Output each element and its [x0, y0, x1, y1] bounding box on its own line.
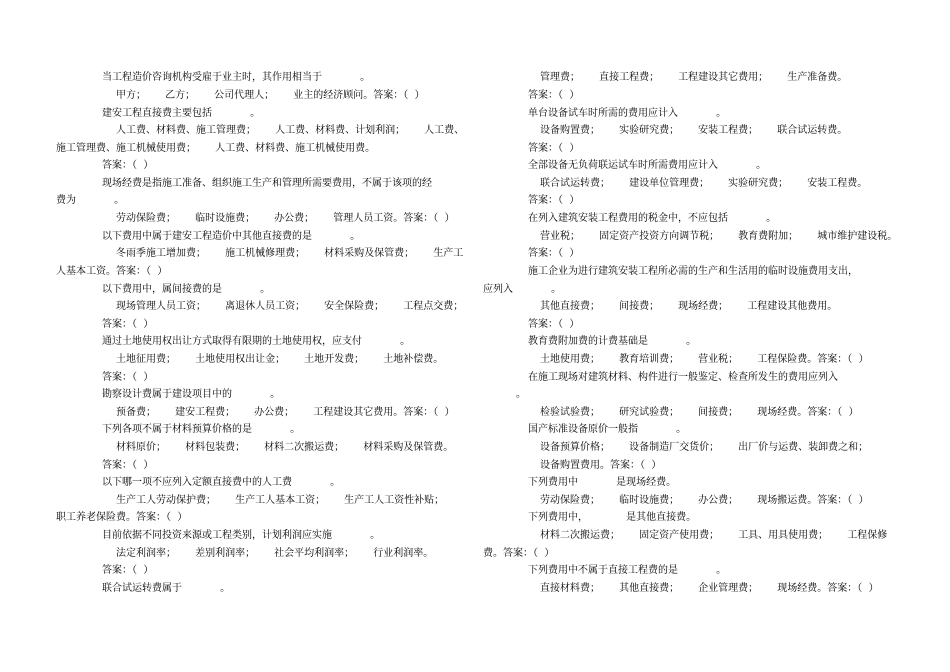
right-column-line: 单台设备试车时所需的费用应计入 。	[528, 108, 727, 119]
right-column-line: 联合试运转费； 建设单位管理费； 实验研究费； 安装工程费。	[540, 178, 868, 189]
left-column-line: 现场管理人员工资； 离退休人员工资； 安全保险费； 工程点交费；	[116, 301, 464, 312]
left-column-line: 答案：（ ）	[102, 372, 154, 383]
left-column-line: 甲方； 乙方； 公司代理人； 业主的经济顾问。答案：（ ）	[116, 90, 425, 101]
left-column-line: 人基本工资。答案：（ ）	[56, 266, 168, 277]
left-column-line: 通过土地使用权出让方式取得有限期的土地使用权，应支付 。	[102, 336, 411, 347]
right-column-line: 劳动保险费； 临时设施费； 办公费； 现场搬运费。答案：（ ）	[540, 495, 869, 506]
left-column-line: 答案：（ ）	[102, 319, 154, 330]
left-column-line: 建安工程直接费主要包括 。	[102, 108, 261, 119]
left-column-line: 联合试运转费属于 。	[102, 583, 231, 594]
right-column-line: 在列入建筑安装工程费用的税金中，不应包括 。	[528, 213, 777, 224]
right-column-line: 答案：（ ）	[528, 195, 580, 206]
left-column-line: 以下费用中，属间接费的是 。	[102, 284, 271, 295]
left-column-line: 当工程造价咨询机构受雇于业主时，其作用相当于 。	[102, 72, 371, 83]
left-column-line: 目前依据不同投资来源或工程类别，计划利润应实施 。	[102, 530, 381, 541]
left-column-line: 下列各项不属于材料预算价格的是 。	[102, 424, 301, 435]
right-column-line: 营业税； 固定资产投资方向调节税； 教育费附加； 城市维护建设税。	[540, 231, 898, 242]
left-column-line: 材料原价； 材料包装费； 材料二次搬运费； 材料采购及保管费。	[116, 442, 454, 453]
left-column-line: 施工管理费、施工机械使用费； 人工费、材料费、施工机械使用费。	[56, 143, 376, 154]
right-column-line: 下列费用中， 是其他直接费。	[528, 512, 697, 523]
right-column-line: 检验试验费； 研究试验费； 间接费； 现场经费。答案：（ ）	[540, 407, 859, 418]
left-column-line: 职工养老保险费。答案：（ ）	[56, 512, 188, 523]
right-column-line: 。	[516, 389, 526, 400]
right-column-line: 下列费用中 是现场经费。	[528, 477, 677, 488]
right-column-line: 教育费附加费的计费基础是 。	[528, 336, 697, 347]
right-column-line: 直接材料费； 其他直接费； 企业管理费； 现场经费。答案：（ ）	[540, 583, 879, 594]
left-column-line: 答案：（ ）	[102, 160, 154, 171]
right-column-line: 答案：（ ）	[528, 319, 580, 330]
left-column-line: 土地征用费； 土地使用权出让金； 土地开发费； 土地补偿费。	[116, 354, 444, 365]
right-column-line: 其他直接费； 间接费； 现场经费； 工程建设其他费用。	[540, 301, 838, 312]
right-column-line: 在施工现场对建筑材料、构件进行一般鉴定、检查所发生的费用应列入	[528, 372, 838, 383]
left-column-line: 以下哪一项不应列入定额直接费中的人工费 。	[102, 477, 341, 488]
left-column-line: 现场经费是指施工准备、组织施工生产和管理所需要费用，不属于该项的经	[102, 178, 432, 189]
left-column-line: 答案：（ ）	[102, 460, 154, 471]
left-column-line: 费为 。	[56, 195, 125, 206]
left-column-line: 以下费用中属于建安工程造价中其他直接费的是 。	[102, 231, 361, 242]
right-column-line: 费。答案：（ ）	[483, 548, 555, 559]
right-column-line: 材料二次搬运费； 固定资产使用费； 工具、用具使用费； 工程保修	[540, 530, 888, 541]
left-column-line: 预备费； 建安工程费； 办公费； 工程建设其它费用。答案：（ ）	[116, 407, 455, 418]
left-column-line: 勘察设计费属于建设项目中的 。	[102, 389, 281, 400]
right-column-line: 下列费用中不属于直接工程费的是 。	[528, 565, 727, 576]
right-column-line: 管理费； 直接工程费； 工程建设其它费用； 生产准备费。	[540, 72, 848, 83]
right-column-line: 设备预算价格； 设备制造厂交货价； 出厂价与运费、装卸费之和；	[540, 442, 869, 453]
right-column-line: 设备购置费用。答案：（ ）	[540, 460, 662, 471]
right-column-line: 施工企业为进行建筑安装工程所必需的生产和生活用的临时设施费用支出，	[528, 266, 858, 277]
left-column-line: 法定利润率； 差别利润率； 社会平均利润率； 行业利润率。	[116, 548, 434, 559]
right-column-line: 土地使用费； 教育培训费； 营业税； 工程保险费。答案：（ ）	[540, 354, 869, 365]
right-column-line: 答案：（ ）	[528, 143, 580, 154]
right-column-line: 应列入 。	[483, 284, 562, 295]
left-column-line: 人工费、材料费、施工管理费； 人工费、材料费、计划利润； 人工费、	[116, 125, 465, 136]
left-column-line: 冬雨季施工增加费； 施工机械修理费； 材料采购及保管费； 生产工	[116, 248, 464, 259]
right-column-line: 全部设备无负荷联运试车时所需费用应计入 。	[528, 160, 767, 171]
left-column-line: 劳动保险费； 临时设施费； 办公费； 管理人员工资。答案：（ ）	[116, 213, 455, 224]
right-column-line: 国产标准设备原价一般指 。	[528, 424, 687, 435]
right-column-line: 答案：（ ）	[528, 248, 580, 259]
right-column-line: 答案：（ ）	[528, 90, 580, 101]
right-column-line: 设备购置费； 实验研究费； 安装工程费； 联合试运转费。	[540, 125, 848, 136]
left-column-line: 答案：（ ）	[102, 565, 154, 576]
left-column-line: 生产工人劳动保护费； 生产工人基本工资； 生产工人工资性补贴；	[116, 495, 445, 506]
